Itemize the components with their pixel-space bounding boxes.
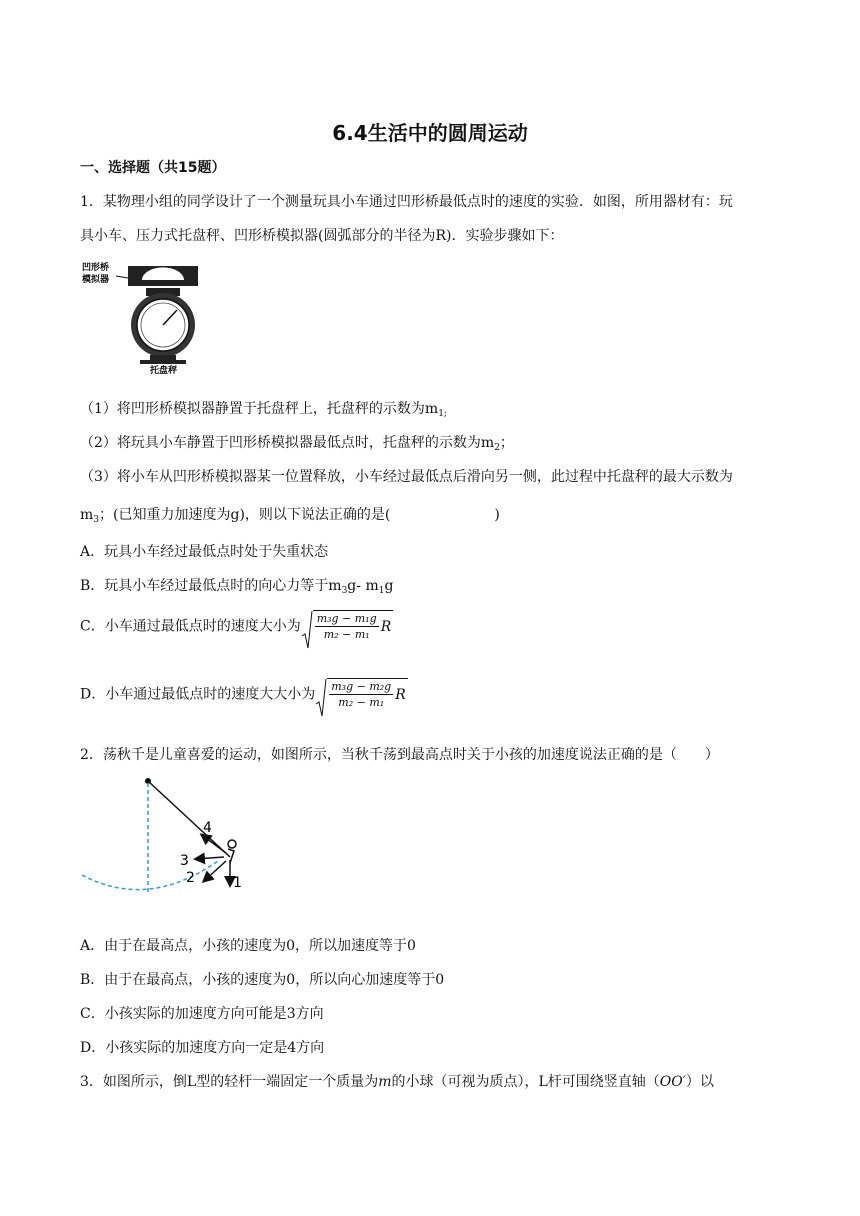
q2-option-c: C．小孩实际的加速度方向可能是3方向: [80, 1006, 324, 1022]
fig-label-scale: 托盘秤: [150, 366, 178, 374]
fig-label-simulator: 模拟器: [82, 275, 110, 285]
sqrt-formula-c: $\frac{\text{m₃g − m₁g}}{\text{m₂ − m₁}}$ R: [301, 610, 394, 641]
q1-option-b: B．玩具小车经过最低点时的向心力等于$m_3g-$ $m_1g$: [80, 578, 394, 596]
q1-step3-line2: $m_3$；(已知重力加速度为g)，则以下说法正确的是( ): [80, 507, 500, 525]
q1-option-c: C．小车通过最低点时的速度大小为 $\frac{\text{m₃g − m₁g}}{\text{m₂ − m₁}}$ R: [80, 610, 393, 641]
arrow-label-4: 4: [203, 820, 212, 836]
q1-option-d: D．小车通过最低点时的速度大大小为 $\frac{\text{m₃g − m₂g}}{\text{m₂ − m₁}}$ R: [80, 678, 408, 709]
q3-stem: 3．如图所示，倒L型的轻杆一端固定一个质量为m的小球（可视为质点），L杆可围绕竖直轴（OO′）以: [80, 1074, 714, 1090]
arrow-label-1: 1: [233, 875, 242, 891]
q2-option-a: A．由于在最高点，小孩的速度为0，所以加速度等于0: [80, 938, 416, 954]
q2-option-b: B．由于在最高点，小孩的速度为0，所以向心加速度等于0: [80, 972, 445, 988]
swing-figure: [78, 775, 248, 893]
arrow-label-2: 2: [186, 870, 195, 886]
q1-stem-line2: 具小车、压力式托盘秤、凹形桥模拟器(圆弧部分的半径为R)．实验步骤如下：: [80, 228, 564, 244]
q1-stem-line1: 1．某物理小组的同学设计了一个测量玩具小车通过凹形桥最低点时的速度的实验．如图，所用器材有：玩: [80, 194, 733, 210]
q1-step1: （1）将凹形桥模拟器静置于托盘秤上，托盘秤的示数为$m_{1;}$: [80, 401, 447, 419]
page-title: 6.4生活中的圆周运动: [332, 121, 528, 145]
q1-step2: （2）将玩具小车静置于凹形桥模拟器最低点时，托盘秤的示数为$m_2$；: [80, 435, 514, 453]
scale-bridge-figure: [80, 258, 210, 374]
arrow-label-3: 3: [180, 853, 189, 869]
section-heading: 一、选择题（共15题）: [80, 160, 226, 176]
q2-stem: 2．荡秋千是儿童喜爱的运动，如图所示，当秋千荡到最高点时关于小孩的加速度说法正确的是（ ）: [80, 747, 719, 763]
fig-label-bridge: 凹形桥: [82, 263, 110, 273]
q1-option-a: A．玩具小车经过最低点时处于失重状态: [80, 544, 329, 560]
q2-option-d: D．小孩实际的加速度方向一定是4方向: [80, 1040, 325, 1056]
q1-step3-line1: （3）将小车从凹形桥模拟器某一位置释放，小车经过最低点后滑向另一侧，此过程中托盘秤的最大示数为: [80, 469, 733, 485]
sqrt-formula-d: $\frac{\text{m₃g − m₂g}}{\text{m₂ − m₁}}$ R: [315, 678, 408, 709]
